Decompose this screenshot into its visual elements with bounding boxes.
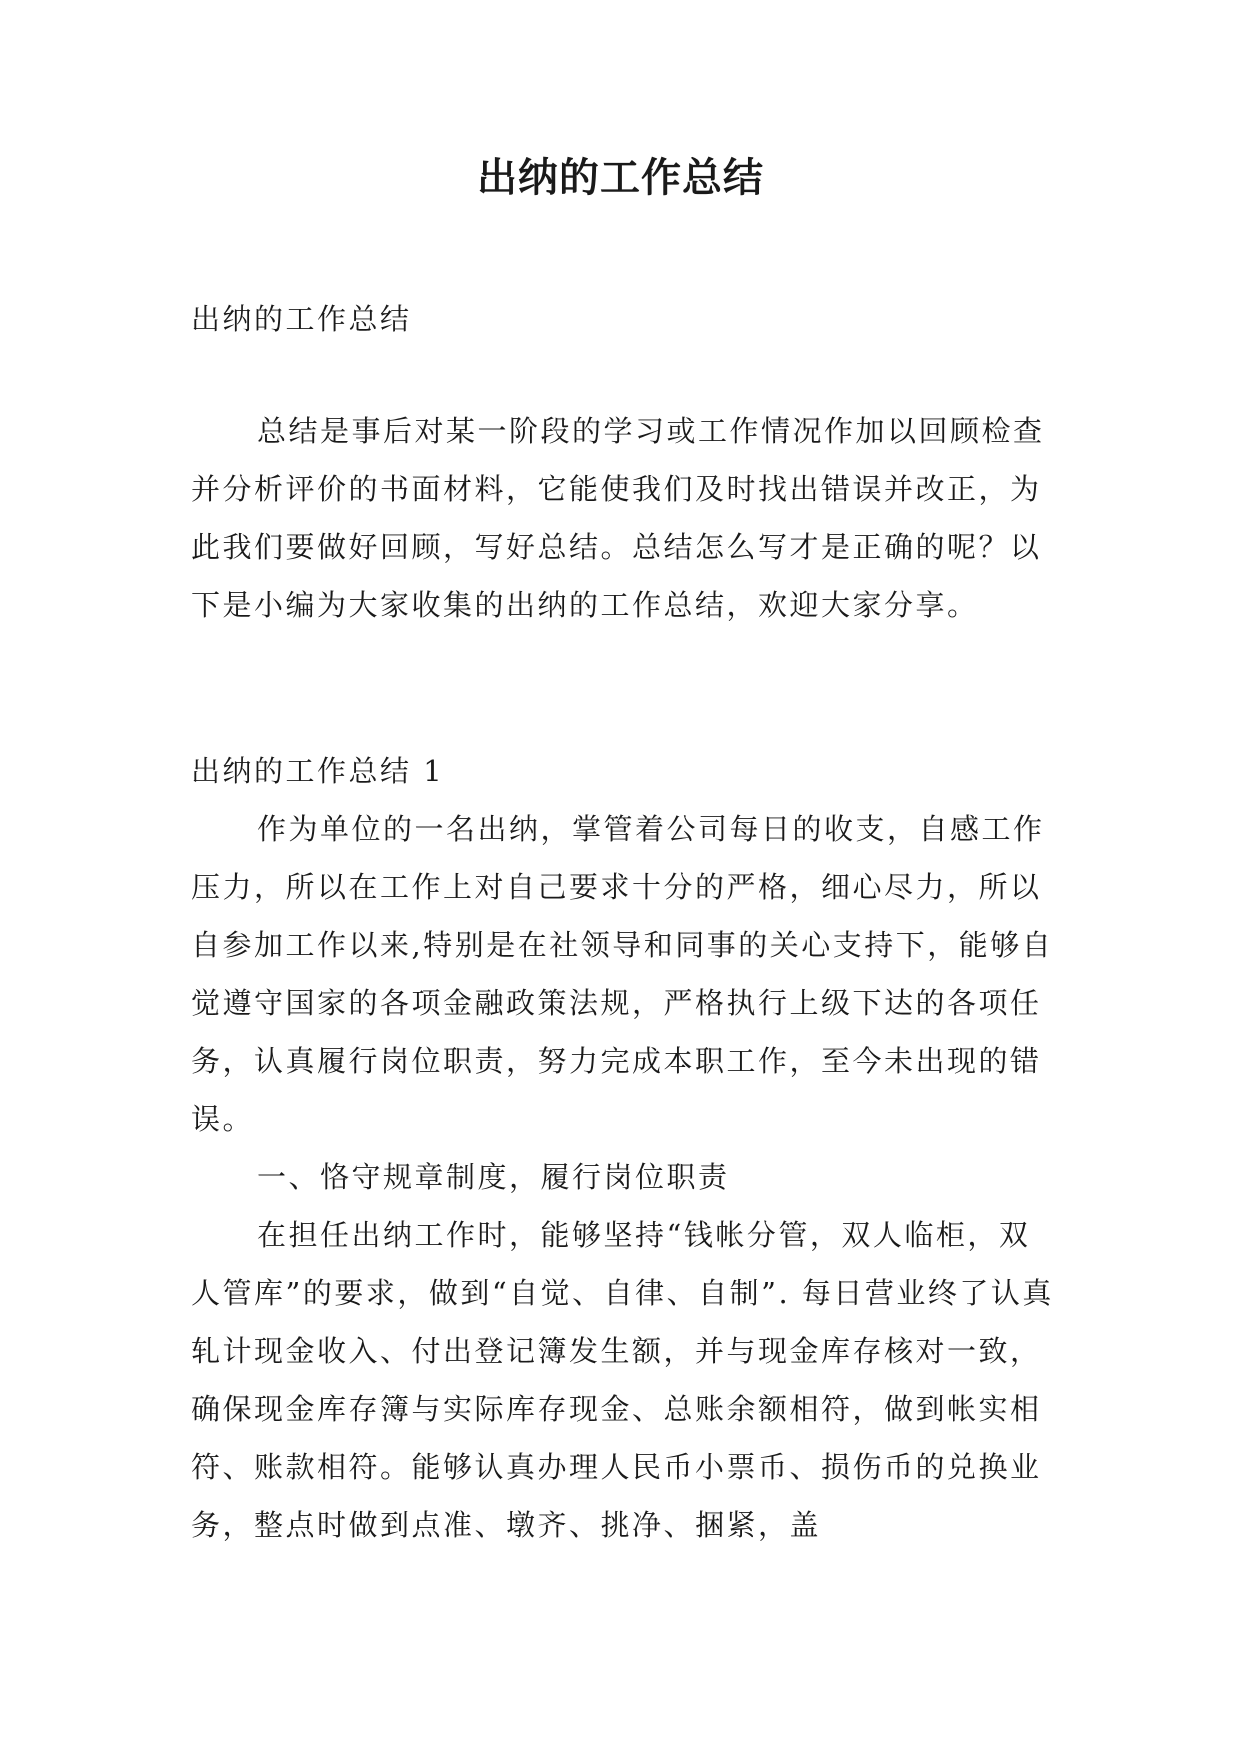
section-body bbox=[191, 800, 1061, 1554]
intro-section bbox=[191, 402, 1061, 634]
intro-paragraph: 总结是事后对某一阶段的学习或工作情况作加以回顾检查并分析评价的书面材料，它能使我们及时找出错误并改正，为此我们要做好回顾，写好总结。总结怎么写才是正确的呢？以下是小编为大家收集的出纳的工作总结，欢迎大家分享。 bbox=[191, 414, 1045, 622]
body-paragraph-2: 在担任出纳工作时，能够坚持“钱帐分管，双人临柜，双人管库”的要求，做到“自觉、自律、自制”. 每日营业终了认真轧计现金收入、付出登记簿发生额，并与现金库存核对一致，确保现金库存簿与实际库存现金、总账余额相符，做到帐实相符、账款相符。能够认真办理人民币小票币、损伤币的兑换业务，整点时做到点准、墩齐、挑净、捆紧，盖 bbox=[191, 1218, 1054, 1542]
document-subtitle bbox=[191, 290, 1061, 348]
section-heading bbox=[191, 742, 1061, 800]
subtitle-text: 出纳的工作总结 bbox=[191, 302, 412, 336]
section-heading-text: 出纳的工作总结 1 bbox=[191, 754, 445, 788]
body-paragraph-1: 作为单位的一名出纳，掌管着公司每日的收支，自感工作压力，所以在工作上对自己要求十分的严格，细心尽力，所以自参加工作以来,特别是在社领导和同事的关心支持下，能够自觉遵守国家的各项金融政策法规，严格执行上级下达的各项任务，认真履行岗位职责，努力完成本职工作，至今未出现的错误。 bbox=[191, 812, 1054, 1136]
document-title: 出纳的工作总结 bbox=[477, 155, 764, 201]
body-subheading: 一、恪守规章制度，履行岗位职责 bbox=[257, 1160, 730, 1194]
